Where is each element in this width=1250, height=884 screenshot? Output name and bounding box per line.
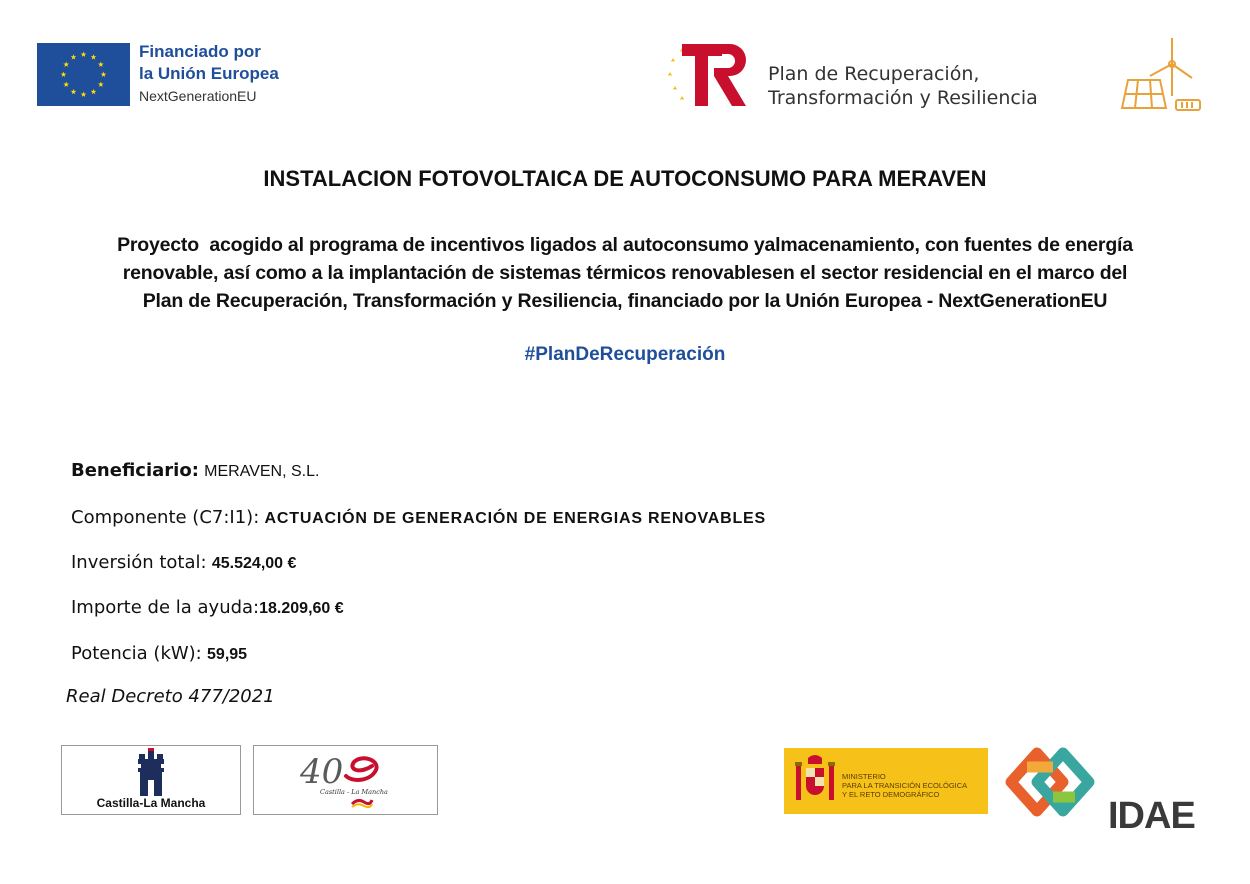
importe-label: Importe de la ayuda: — [71, 597, 260, 618]
forty-years-logo — [253, 745, 438, 815]
prtr-logo-mark — [668, 42, 750, 108]
spain-flag-ribbon-icon — [350, 798, 374, 810]
eu-line-3: NextGenerationEU — [139, 88, 257, 104]
eu-funding-text — [139, 41, 279, 107]
componente-value: ACTUACIÓN DE GENERACIÓN DE ENERGIAS RENOVABLES — [264, 510, 766, 527]
field-beneficiario — [71, 460, 319, 482]
ministerio-line-3: Y EL RETO DEMOGRÁFICO — [842, 790, 940, 799]
description-line-3: Plan de Recuperación, Transformación y Resiliencia, financiado por la Unión Europea - NextGenerationEU — [142, 290, 1108, 312]
idae-logo-mark — [1005, 745, 1105, 819]
prtr-text — [768, 62, 1038, 110]
field-potencia — [71, 643, 247, 665]
potencia-label: Potencia (kW): — [71, 643, 202, 664]
castilla-la-mancha-logo — [61, 745, 241, 815]
idae-wordmark: IDAE — [1108, 795, 1195, 837]
ministerio-line-1: MINISTERIO — [842, 772, 886, 781]
eu-flag-logo — [37, 43, 130, 106]
prtr-line-2: Transformación y Resiliencia — [768, 87, 1038, 109]
real-decreto: Real Decreto 477/2021 — [66, 686, 275, 707]
field-importe — [71, 597, 344, 619]
description-line-1: Proyecto acogido al programa de incentivos ligados al autoconsumo yalmacenamiento, con fuentes de energía — [117, 234, 1133, 256]
tr-logo-icon — [668, 42, 750, 108]
potencia-value: 59,95 — [207, 646, 248, 663]
clm-label: Castilla-La Mancha — [96, 796, 206, 810]
prtr-line-1: Plan de Recuperación, — [768, 63, 980, 85]
description-line-2: renovable, así como a la implantación de sistemas térmicos renovablesen el sector residencial en el marco del — [122, 262, 1128, 284]
hashtag: #PlanDeRecuperación — [524, 344, 726, 365]
ministerio-text — [842, 772, 967, 799]
forty-subtitle: Castilla - La Mancha — [320, 788, 388, 796]
eu-stars-icon — [37, 43, 130, 106]
ministerio-logo — [784, 748, 988, 814]
renewable-energy-icon — [1120, 36, 1204, 114]
forty-number: 40 — [300, 752, 344, 792]
eu-line-1: Financiado por — [139, 42, 261, 61]
inversion-value: 45.524,00 € — [211, 555, 297, 572]
beneficiario-label: Beneficiario: — [71, 460, 199, 481]
spain-coat-of-arms-icon — [792, 754, 838, 808]
ministerio-line-2: PARA LA TRANSICIÓN ECOLÓGICA — [842, 781, 968, 790]
page-title: INSTALACION FOTOVOLTAICA DE AUTOCONSUMO PARA MERAVEN — [263, 166, 987, 191]
field-componente — [71, 507, 766, 529]
project-description — [60, 231, 1190, 315]
field-inversion — [71, 552, 296, 574]
forty-e-icon — [342, 752, 382, 788]
beneficiario-value: MERAVEN, S.L. — [204, 463, 320, 480]
inversion-label: Inversión total: — [71, 552, 207, 573]
eu-line-2: la Unión Europea — [139, 64, 279, 83]
componente-label: Componente (C7:I1): — [71, 507, 260, 528]
importe-value: 18.209,60 € — [259, 600, 344, 617]
idae-knot-icon — [1005, 745, 1105, 819]
castle-icon — [62, 746, 240, 796]
